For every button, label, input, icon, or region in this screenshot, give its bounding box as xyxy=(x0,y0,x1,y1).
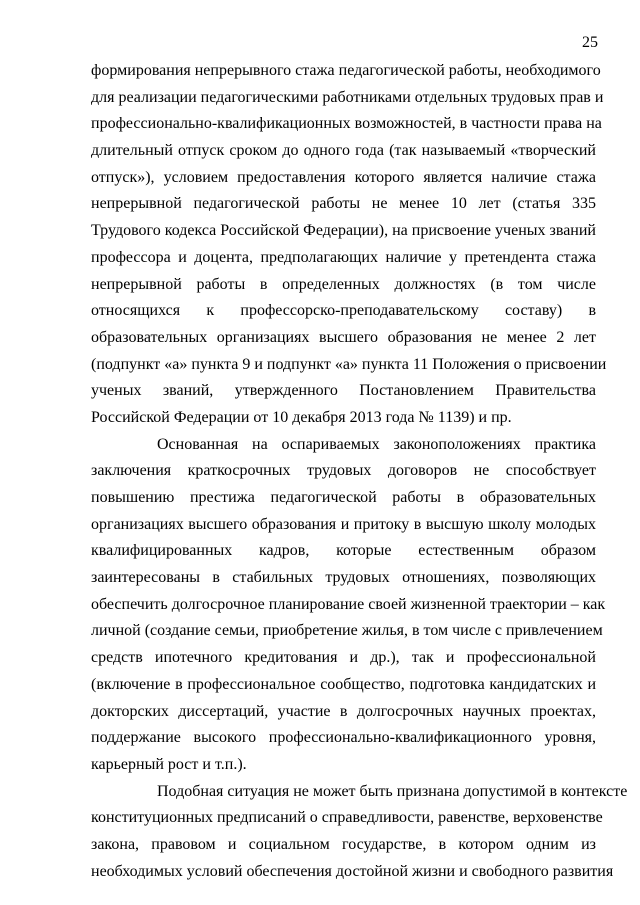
text-line: формирования непрерывного стажа педагогической работы, необходимого xyxy=(91,62,601,79)
document-body xyxy=(91,58,628,885)
text-line: ученых званий, утвержденного Постановлением Правительства xyxy=(91,382,596,400)
text-line: поддержание высокого профессионально-квалификационного уровня, xyxy=(91,729,596,747)
text-line: повышению престижа педагогической работы в образовательных xyxy=(91,489,596,506)
text-line: организациях высшего образования и притоку в высшую школу молодых xyxy=(91,515,596,533)
paragraph-first-line: Основанная на оспариваемых законоположениях практика xyxy=(157,435,596,453)
text-line: докторских диссертаций, участие в долгосрочных научных проектах, xyxy=(91,702,596,720)
text-line: заключения краткосрочных трудовых договоров не способствует xyxy=(91,462,596,480)
text-line: профессионально-квалификационных возможностей, в частности права на xyxy=(91,115,602,133)
text-line: профессора и доцента, предполагающих наличие у претендента стажа xyxy=(91,248,596,266)
text-line: относящихся к профессорско-преподавательскому составу) в xyxy=(91,302,596,320)
text-line: Трудового кодекса Российской Федерации), на присвоение ученых званий xyxy=(91,222,596,240)
text-line: (включение в профессиональное сообщество, подготовка кандидатских и xyxy=(91,675,596,693)
text-line: средств ипотечного кредитования и др.), так и профессиональной xyxy=(91,649,596,667)
text-line: конституционных предписаний о справедливости, равенстве, верховенстве xyxy=(91,809,603,827)
text-line: отпуск»), условием предоставления которого является наличие стажа xyxy=(91,168,596,186)
text-line: карьерный рост и т.п.). xyxy=(91,755,247,773)
text-line: личной (создание семьи, приобретение жилья, в том числе с привлечением xyxy=(91,622,603,640)
text-line: необходимых условий обеспечения достойной жизни и свободного развития xyxy=(91,862,614,880)
text-line: обеспечить долгосрочное планирование своей жизненной траектории – как xyxy=(91,595,606,613)
paragraph-first-line: Подобная ситуация не может быть признана допустимой в контексте xyxy=(157,782,628,800)
page-number: 25 xyxy=(582,34,598,51)
text-line: непрерывной педагогической работы не менее 10 лет (статья 335 xyxy=(91,195,596,213)
text-line: Российской Федерации от 10 декабря 2013 года № 1139) и пр. xyxy=(91,408,512,426)
text-line: квалифицированных кадров, которые естественным образом xyxy=(91,542,596,560)
text-line: заинтересованы в стабильных трудовых отношениях, позволяющих xyxy=(91,569,596,587)
text-line: длительный отпуск сроком до одного года (так называемый «творческий xyxy=(91,142,596,160)
text-line: (подпункт «а» пункта 9 и подпункт «а» пункта 11 Положения о присвоении xyxy=(91,355,607,373)
text-line: образовательных организациях высшего образования не менее 2 лет xyxy=(91,328,596,346)
text-line: закона, правовом и социальном государстве, в котором одним из xyxy=(91,835,596,853)
text-line: для реализации педагогическими работниками отдельных трудовых прав и xyxy=(91,88,604,106)
text-line: непрерывной работы в определенных должностях (в том числе xyxy=(91,275,596,293)
